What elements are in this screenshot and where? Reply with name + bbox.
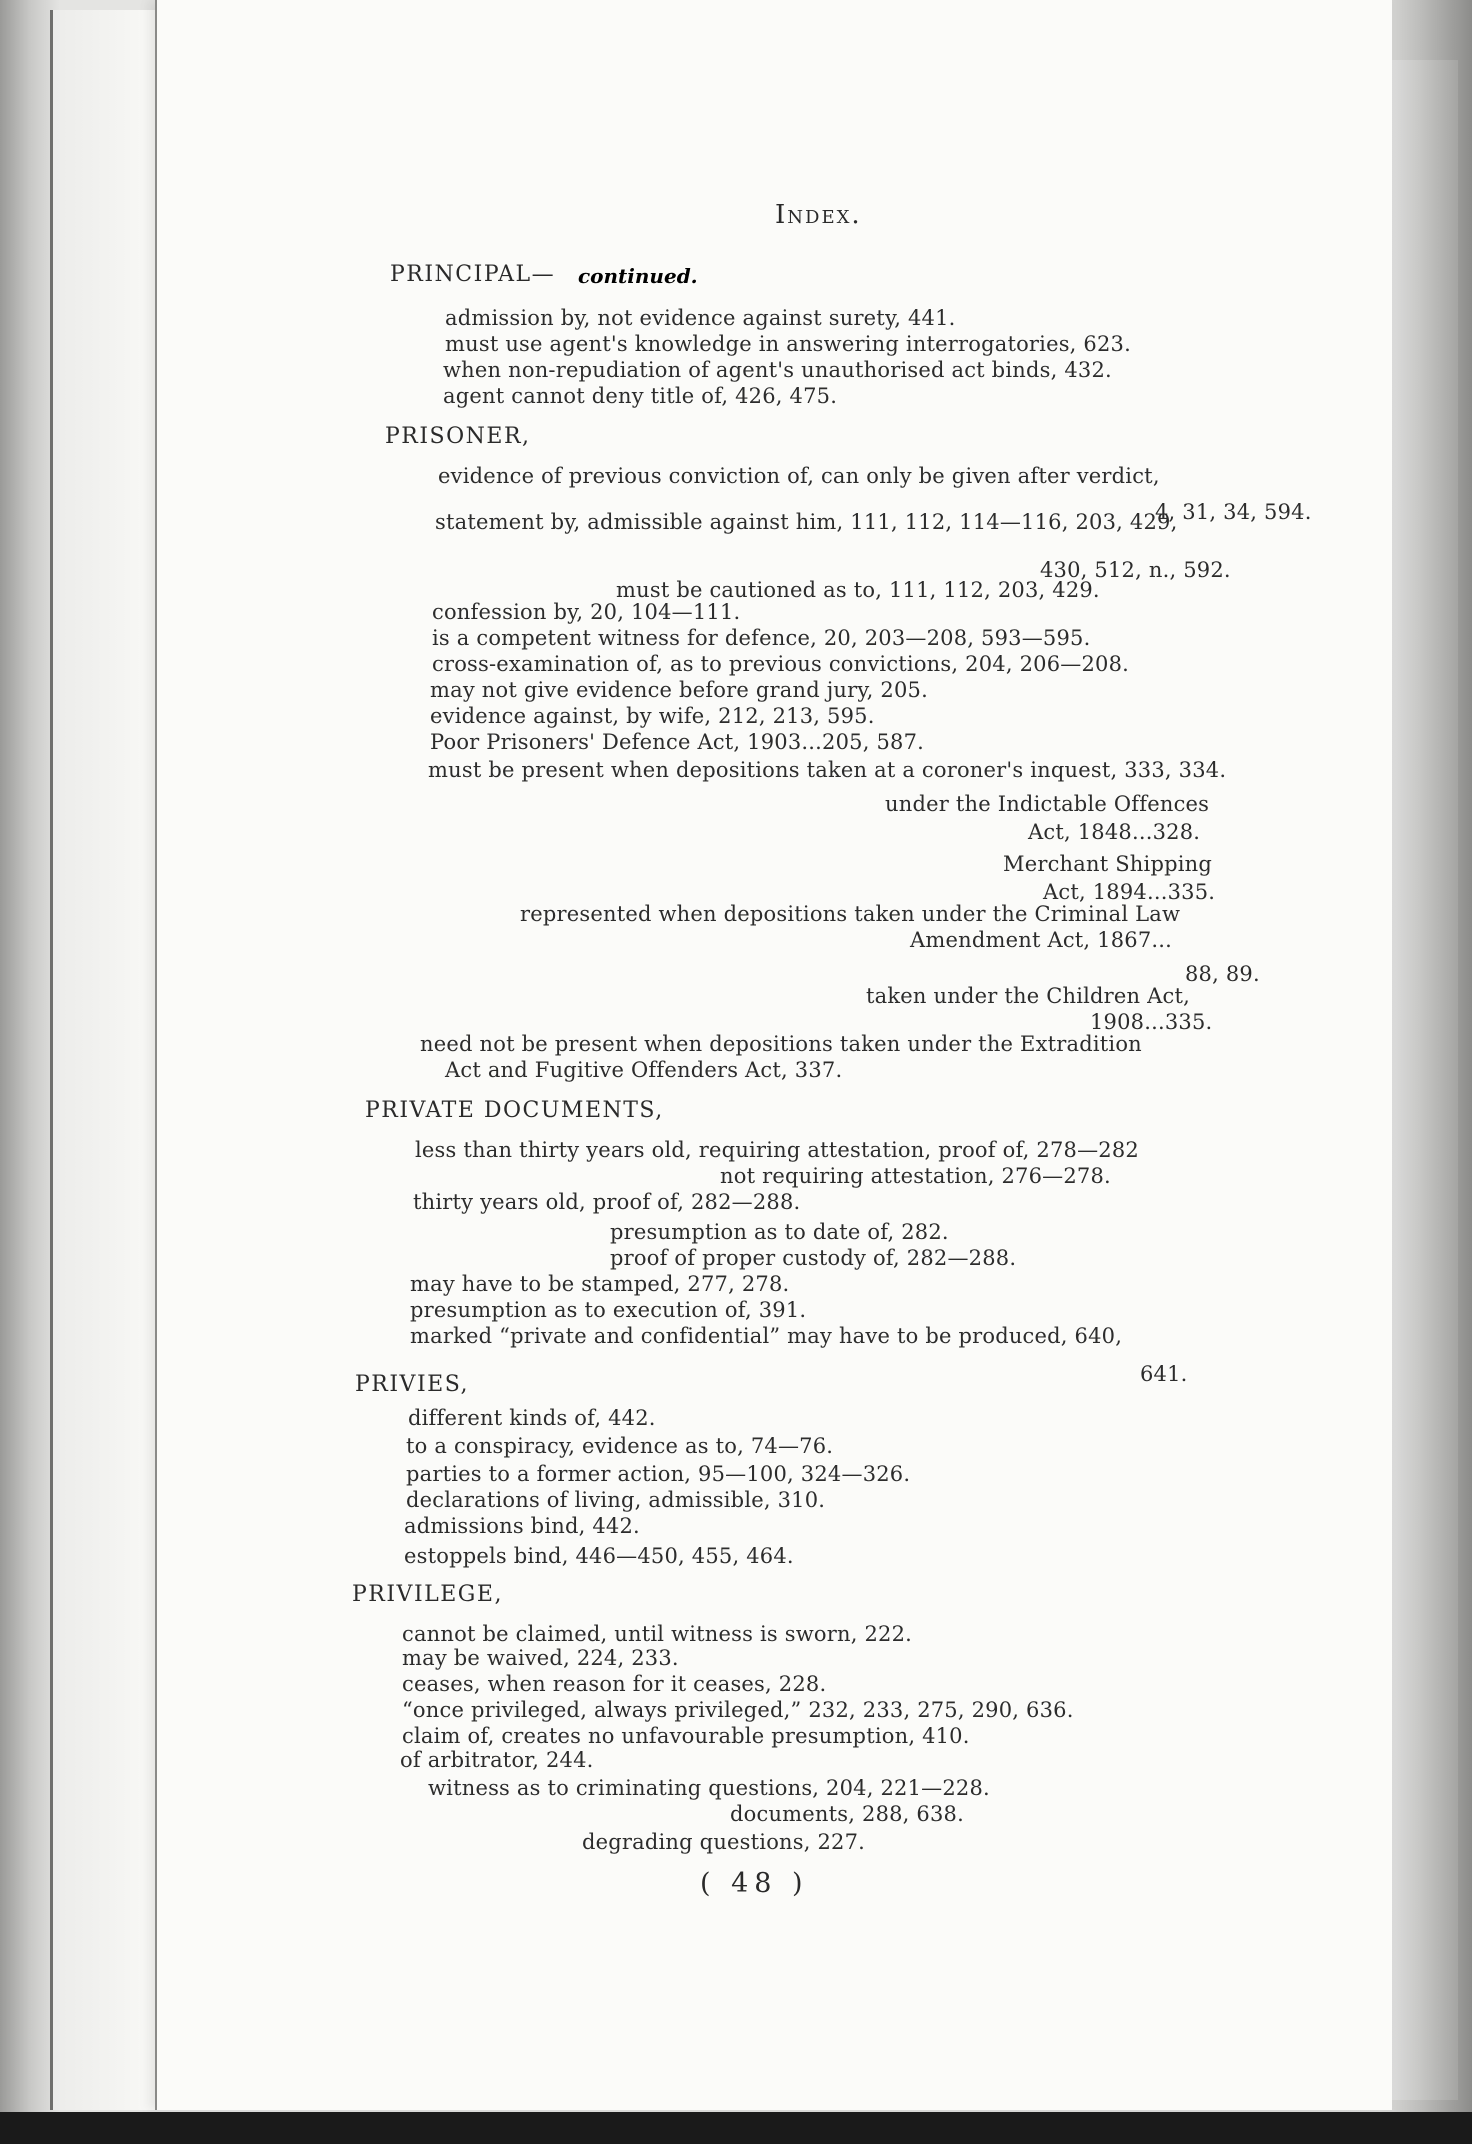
index-entry: Poor Prisoners' Defence Act, 1903...205, 587. [430,730,925,754]
index-entry: of arbitrator, 244. [400,1748,594,1772]
index-entry: cross-examination of, as to previous convictions, 204, 206—208. [432,652,1130,676]
book-spine [1388,60,1458,2100]
index-entry: 1908...335. [1090,1010,1213,1034]
index-entry: cannot be claimed, until witness is sworn, 222. [402,1622,913,1646]
index-entry: is a competent witness for defence, 20, 203—208, 593—595. [432,626,1091,650]
index-entry: witness as to criminating questions, 204, 221—228. [428,1776,990,1800]
index-entry: presumption as to date of, 282. [610,1220,949,1244]
index-entry: Act and Fugitive Offenders Act, 337. [445,1058,843,1082]
page-title: Index. [775,200,862,230]
index-entry: may be waived, 224, 233. [402,1646,679,1670]
index-heading: PRIVILEGE, [352,1582,503,1607]
index-entry: Act, 1894...335. [1043,880,1216,904]
index-entry: agent cannot deny title of, 426, 475. [443,384,838,408]
index-entry: 4, 31, 34, 594. [1155,500,1312,524]
index-entry: may have to be stamped, 277, 278. [410,1272,790,1296]
index-heading: PRIVATE DOCUMENTS, [365,1098,664,1123]
index-entry: degrading questions, 227. [582,1830,866,1854]
index-entry: not requiring attestation, 276—278. [720,1164,1111,1188]
index-entry: Act, 1848...328. [1028,820,1201,844]
index-entry: must be cautioned as to, 111, 112, 203, 429. [616,578,1100,602]
continued-label: continued. [578,264,698,288]
index-heading: PRIVIES, [355,1372,469,1397]
index-entry: different kinds of, 442. [408,1406,656,1430]
index-entry: presumption as to execution of, 391. [410,1298,807,1322]
page-number: ( 48 ) [700,1868,809,1899]
index-entry: marked “private and confidential” may have to be produced, 640, [410,1324,1123,1348]
index-entry: 641. [1140,1362,1188,1386]
index-entry: Amendment Act, 1867... [910,928,1173,952]
index-entry: thirty years old, proof of, 282—288. [413,1190,801,1214]
index-entry: must use agent's knowledge in answering interrogatories, 623. [445,332,1131,356]
index-entry: represented when depositions taken under the Criminal Law [520,902,1181,926]
page-stack-edge [50,10,163,2110]
index-entry: when non-repudiation of agent's unauthorised act binds, 432. [443,358,1112,382]
index-entry: may not give evidence before grand jury, 205. [430,678,928,702]
index-entry: must be present when depositions taken at a coroner's inquest, 333, 334. [428,758,1227,782]
index-entry: Merchant Shipping [1003,852,1213,876]
index-entry: evidence against, by wife, 212, 213, 595. [430,704,875,728]
index-entry: under the Indictable Offences [885,792,1210,816]
index-entry: admission by, not evidence against surety, 441. [445,306,956,330]
index-entry: statement by, admissible against him, 111, 112, 114—116, 203, 429, [435,510,1178,534]
scan-bottom-band [0,2112,1472,2144]
index-entry: documents, 288, 638. [730,1802,964,1826]
index-entry: evidence of previous conviction of, can only be given after verdict, [438,464,1160,488]
index-entry: parties to a former action, 95—100, 324—326. [406,1462,911,1486]
index-entry: 430, 512, n., 592. [1040,558,1231,582]
index-entry: proof of proper custody of, 282—288. [610,1246,1017,1270]
index-entry: to a conspiracy, evidence as to, 74—76. [406,1434,834,1458]
index-entry: estoppels bind, 446—450, 455, 464. [404,1544,794,1568]
index-entry: less than thirty years old, requiring attestation, proof of, 278—282 [415,1138,1139,1162]
index-entry: declarations of living, admissible, 310. [406,1488,826,1512]
index-entry: ceases, when reason for it ceases, 228. [402,1672,827,1696]
index-entry: admissions bind, 442. [404,1514,640,1538]
index-entry: 88, 89. [1185,962,1260,986]
index-entry: confession by, 20, 104—111. [432,600,741,624]
index-entry: claim of, creates no unfavourable presumption, 410. [402,1724,970,1748]
index-heading: PRINCIPAL— [390,262,556,287]
index-entry: “once privileged, always privileged,” 232, 233, 275, 290, 636. [402,1698,1074,1722]
index-heading: PRISONER, [385,424,531,449]
index-entry: need not be present when depositions taken under the Extradition [420,1032,1142,1056]
index-entry: taken under the Children Act, [866,984,1190,1008]
